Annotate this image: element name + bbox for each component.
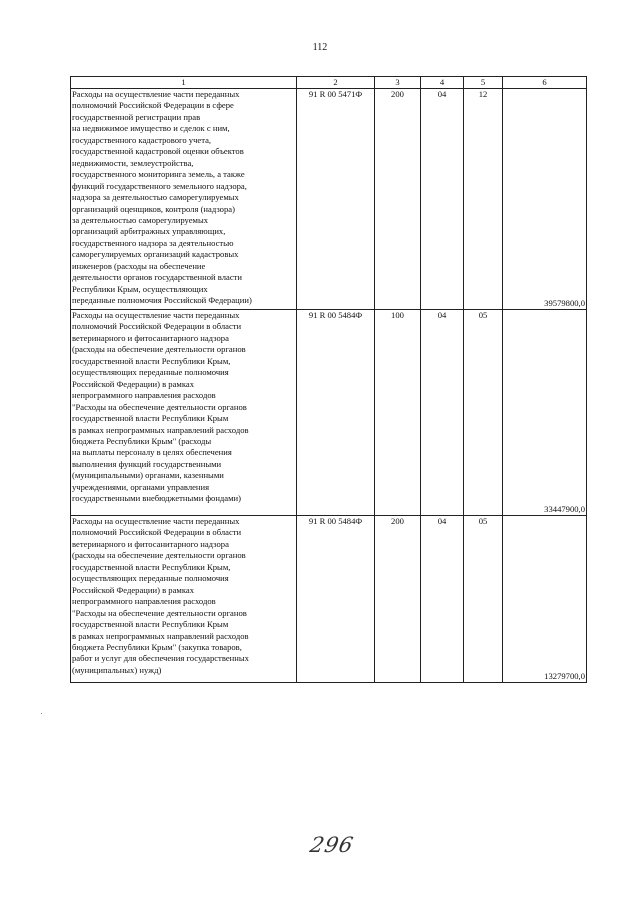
row-section: 04 — [421, 516, 464, 683]
table-row — [71, 310, 587, 516]
row-description: Расходы на осуществление части переданных полномочий Российской Федерации в области ветеринарного и фитосанитарного надзора (расходы на обеспечение деятельности органов государственной власти Республики Крым, осуществляющих переданные полномочия Российской Федерации) в рамках непрограммного направления расходов "Расходы на обеспечение деятельности органов государственной власти Республики Крым в рамках непрограммных направлений расходов бюджета Республики Крым" (закупка товаров, работ и услуг для обеспечения государственных (муниципальных) нужд) — [71, 516, 297, 683]
row-section: 04 — [421, 89, 464, 310]
budget-table — [70, 76, 587, 683]
header-cell: 5 — [464, 77, 503, 89]
row-target-code: 91 R 00 5484Ф — [297, 310, 375, 516]
row-description: Расходы на осуществление части переданных полномочий Российской Федерации в области ветеринарного и фитосанитарного надзора (расходы на обеспечение деятельности органов государственной власти Республики Крым, осуществляющих переданные полномочия Российской Федерации) в рамках непрограммного направления расходов "Расходы на обеспечение деятельности органов государственной власти Республики Крым в рамках непрограммных направлений расходов бюджета Республики Крым" (расходы на выплаты персоналу в целях обеспечения выполнения функций государственными (муниципальными) органами, казенными учреждениями, органами управления государственными внебюджетными фондами) — [71, 310, 297, 516]
row-expense-type: 200 — [375, 516, 421, 683]
handwritten-page-number: 296 — [307, 833, 357, 857]
header-cell: 1 — [71, 77, 297, 89]
row-sum: 13279700,0 — [503, 516, 587, 683]
row-description: Расходы на осуществление части переданных полномочий Российской Федерации в сфере государственной регистрации прав на недвижимое имущество и сделок с ним, государственного кадастрового учета, государственной кадастровой оценки объектов недвижимости, землеустройства, государственного мониторинга земель, а также функций государственного земельного надзора, надзора за деятельностью саморегулируемых организаций оценщиков, контроля (надзора) за деятельностью саморегулируемых организаций арбитражных управляющих, государственного надзора за деятельностью саморегулируемых организаций кадастровых инженеров (расходы на обеспечение деятельности органов государственной власти Республики Крым, осуществляющих переданные полномочия Российской Федерации) — [71, 89, 297, 310]
page-number: 112 — [312, 42, 328, 53]
row-expense-type: 100 — [375, 310, 421, 516]
header-cell: 3 — [375, 77, 421, 89]
row-section: 04 — [421, 310, 464, 516]
row-sum: 33447900,0 — [503, 310, 587, 516]
table-row — [71, 516, 587, 683]
row-target-code: 91 R 00 5471Ф — [297, 89, 375, 310]
header-cell: 2 — [297, 77, 375, 89]
row-expense-type: 200 — [375, 89, 421, 310]
row-sum: 39579800,0 — [503, 89, 587, 310]
scan-mark — [41, 713, 42, 714]
row-subsection: 05 — [464, 310, 503, 516]
row-target-code: 91 R 00 5484Ф — [297, 516, 375, 683]
table-header-row — [71, 77, 587, 89]
header-cell: 6 — [503, 77, 587, 89]
row-subsection: 12 — [464, 89, 503, 310]
table-row — [71, 89, 587, 310]
header-cell: 4 — [421, 77, 464, 89]
row-subsection: 05 — [464, 516, 503, 683]
